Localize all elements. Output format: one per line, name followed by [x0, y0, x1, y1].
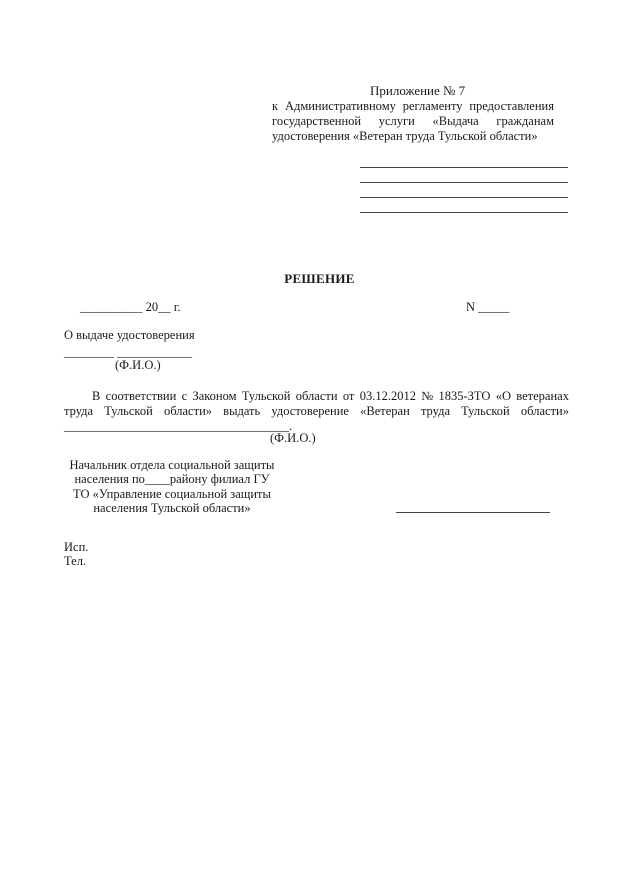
- header-word: гражданам: [496, 114, 554, 128]
- header-word: предоставления: [469, 99, 554, 113]
- body-word: «Ветеран: [360, 404, 410, 418]
- body-word: от: [342, 389, 355, 403]
- subject-fio-label: (Ф.И.О.): [115, 358, 161, 372]
- annex-title: Приложение № 7: [370, 83, 466, 98]
- body-line-1: [64, 388, 569, 404]
- body-word: труда: [420, 404, 451, 418]
- body-word: 1835-ЗТО: [438, 389, 491, 403]
- body-line-2: [64, 403, 569, 419]
- signatory-position-line-1: Начальник отдела социальной защиты: [69, 458, 275, 472]
- header-line-2: [272, 113, 554, 129]
- recipient-blank-line: [360, 182, 568, 183]
- signatory-position-line-2: населения по____району филиал ГУ: [74, 472, 270, 486]
- body-word: В: [92, 389, 101, 403]
- recipient-blank-line: [360, 212, 568, 213]
- recipient-blank-line: [360, 197, 568, 198]
- header-word: государственной: [272, 114, 362, 128]
- recipient-blank-line: [360, 167, 568, 168]
- header-word: услуги: [378, 114, 415, 128]
- body-word: соответствии: [105, 389, 177, 403]
- date-field: __________ 20__ г.: [80, 300, 181, 314]
- phone-label: Тел.: [64, 554, 87, 568]
- body-word: 03.12.2012: [359, 389, 416, 403]
- body-line-3: ____________________________________.: [64, 419, 293, 433]
- header-line-1: [272, 98, 554, 114]
- body-word: №: [421, 389, 434, 403]
- body-word: Тульской: [241, 389, 291, 403]
- executor-label: Исп.: [64, 540, 89, 554]
- document-title: РЕШЕНИЕ: [284, 271, 355, 286]
- body-word: Тульской: [461, 404, 510, 418]
- body-word: с: [181, 389, 188, 403]
- subject-fio-blank: ________ ____________: [64, 345, 193, 359]
- body-word: области: [295, 389, 338, 403]
- body-word: «О: [495, 389, 511, 403]
- number-field: N _____: [466, 300, 510, 314]
- signature-blank-line: [396, 512, 550, 513]
- header-word: регламенту: [402, 99, 463, 113]
- header-word: Административному: [284, 99, 396, 113]
- body-word: области»: [520, 404, 569, 418]
- body-word: удостоверение: [271, 404, 349, 418]
- header-word: к: [272, 99, 279, 113]
- header-line-3: удостоверения «Ветеран труда Тульской области»: [272, 129, 538, 143]
- header-word: «Выдача: [432, 114, 479, 128]
- body-word: ветеранах: [516, 389, 569, 403]
- body-word: Тульской: [104, 404, 153, 418]
- body-word: труда: [64, 404, 94, 418]
- subject-text: О выдаче удостоверения: [64, 328, 195, 342]
- body-fio-label: (Ф.И.О.): [270, 431, 316, 445]
- signatory-position-line-4: населения Тульской области»: [93, 501, 251, 515]
- body-word: области»: [163, 404, 213, 418]
- body-word: Законом: [192, 389, 237, 403]
- signatory-position-line-3: ТО «Управление социальной защиты: [73, 487, 271, 501]
- body-word: выдать: [223, 404, 261, 418]
